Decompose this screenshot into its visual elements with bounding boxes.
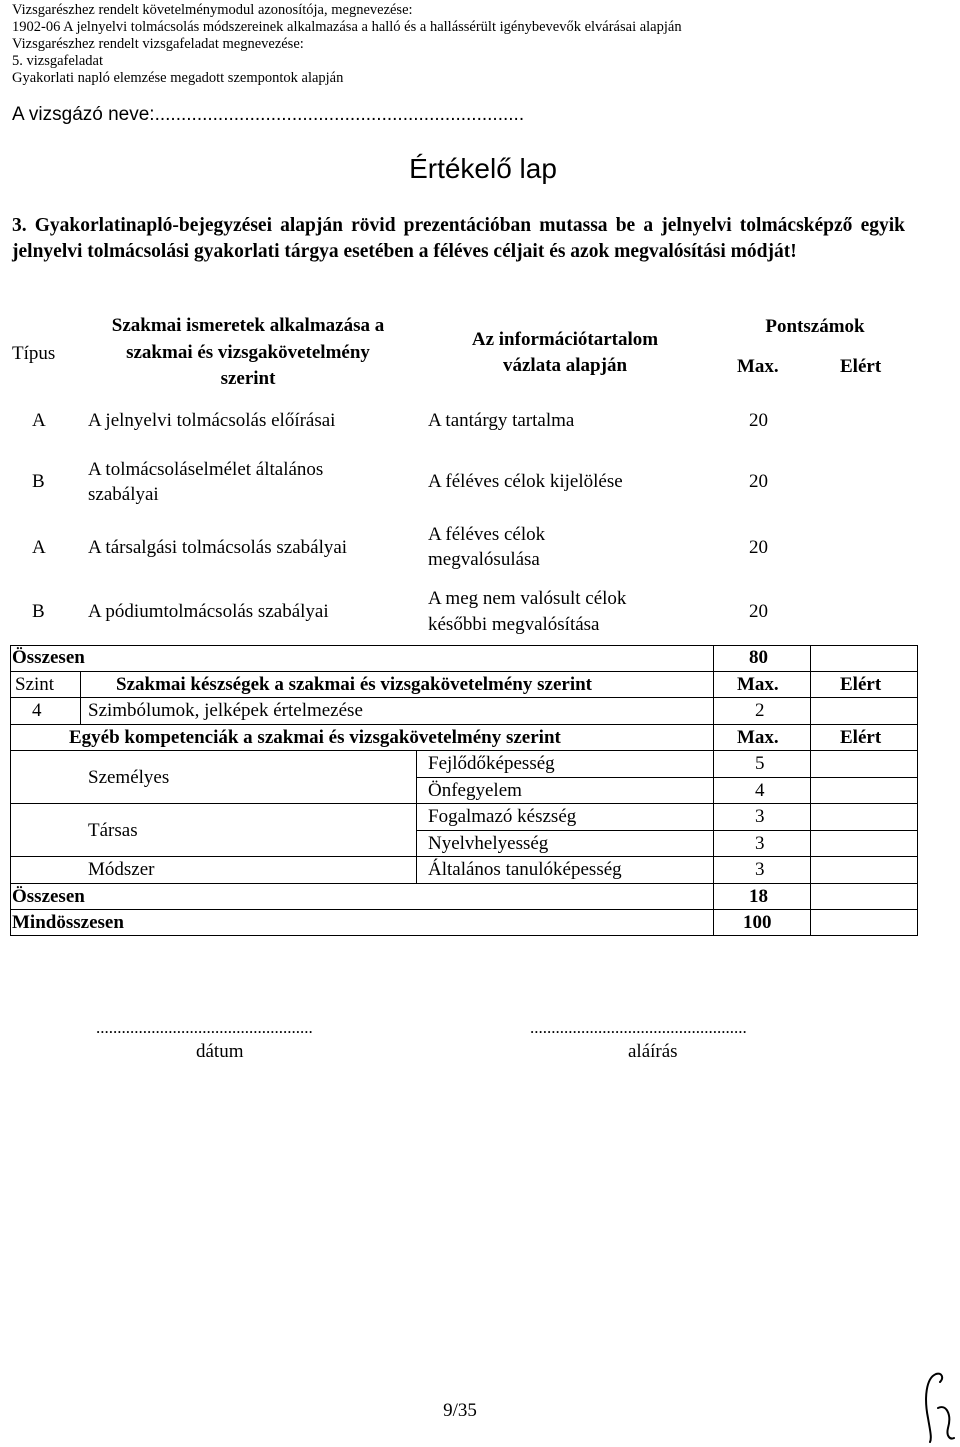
table-rule bbox=[416, 750, 417, 883]
group-social: Társas bbox=[88, 820, 138, 841]
competencies-col-max: Max. bbox=[737, 727, 779, 748]
col-head-knowledge-1: Szakmai ismeretek alkalmazása a bbox=[111, 315, 385, 336]
task-number: 5. vizsgafeladat bbox=[12, 53, 103, 69]
subtotal-value: 80 bbox=[749, 647, 768, 668]
skills-col-achieved: Elért bbox=[840, 674, 882, 695]
task-description: Gyakorlati napló elemzése megadott szempontok alapján bbox=[12, 70, 344, 86]
col-head-achieved: Elért bbox=[840, 356, 882, 377]
table-rule bbox=[10, 750, 918, 751]
page-title: Értékelő lap bbox=[409, 153, 557, 184]
page-number: 9/35 bbox=[443, 1400, 477, 1421]
col-head-knowledge-3: szerint bbox=[220, 368, 276, 389]
table-rule bbox=[810, 645, 811, 935]
module-id-label: Vizsgarészhez rendelt követelménymodul azonosítója, megnevezése: bbox=[12, 2, 413, 18]
table-rule bbox=[10, 803, 918, 804]
competencies-col-achieved: Elért bbox=[840, 727, 882, 748]
col-head-info-2: vázlata alapján bbox=[502, 355, 628, 376]
skills-col-max: Max. bbox=[737, 674, 779, 695]
table-rule bbox=[10, 883, 918, 884]
task-text: 3. Gyakorlatinapló-bejegyzései alapján rövid prezentációban mutassa be a jelnyelvi tolmácsképző egyik jelnyelvi tolmácsolási gyakorlati tárgya esetében a féléves céljait és azok megvalósítási módját! bbox=[12, 215, 905, 262]
col-head-type: Típus bbox=[12, 343, 56, 364]
table-rule bbox=[10, 697, 918, 698]
table-rule bbox=[917, 645, 918, 935]
table-rule bbox=[10, 645, 918, 646]
col-head-knowledge-2: szakmai és vizsgakövetelmény bbox=[126, 342, 370, 363]
subtotal-label: Összesen bbox=[12, 647, 85, 668]
table-rule bbox=[10, 645, 11, 935]
table-rule bbox=[10, 856, 918, 857]
signature-label: aláírás bbox=[628, 1041, 678, 1062]
skills-title: Szakmai készségek a szakmai és vizsgakövetelmény szerint bbox=[116, 674, 592, 695]
subtotal-value-2: 18 bbox=[749, 886, 768, 907]
handwritten-mark-icon bbox=[918, 1368, 958, 1444]
table-rule bbox=[10, 671, 918, 672]
date-line: ................................................... bbox=[96, 1018, 313, 1037]
col-head-max: Max. bbox=[737, 356, 779, 377]
grand-total-value: 100 bbox=[743, 912, 772, 933]
col-head-scores: Pontszámok bbox=[765, 316, 865, 337]
signature-line: ................................................... bbox=[530, 1018, 747, 1037]
group-personal: Személyes bbox=[88, 767, 170, 788]
subtotal-label-2: Összesen bbox=[12, 886, 85, 907]
table-rule bbox=[10, 909, 918, 910]
date-label: dátum bbox=[196, 1041, 244, 1062]
skills-col-level: Szint bbox=[15, 674, 55, 695]
table-rule bbox=[416, 830, 918, 831]
table-rule bbox=[416, 777, 918, 778]
group-method: Módszer bbox=[88, 859, 155, 880]
table-rule bbox=[10, 935, 918, 936]
module-name: 1902-06 A jelnyelvi tolmácsolás módszereinek alkalmazása a halló és a hallássérült igénybevevők elvárásai alapján bbox=[12, 19, 682, 35]
task-name-label: Vizsgarészhez rendelt vizsgafeladat megnevezése: bbox=[12, 36, 304, 52]
examinee-name-field: A vizsgázó neve:...................................................................... bbox=[12, 104, 525, 125]
competencies-title: Egyéb kompetenciák a szakmai és vizsgakövetelmény szerint bbox=[69, 727, 561, 748]
table-rule bbox=[713, 645, 714, 935]
table-rule bbox=[80, 671, 81, 724]
col-head-info-1: Az információtartalom bbox=[471, 329, 659, 350]
grand-total-label: Mindösszesen bbox=[12, 912, 124, 933]
table-rule bbox=[10, 724, 918, 725]
